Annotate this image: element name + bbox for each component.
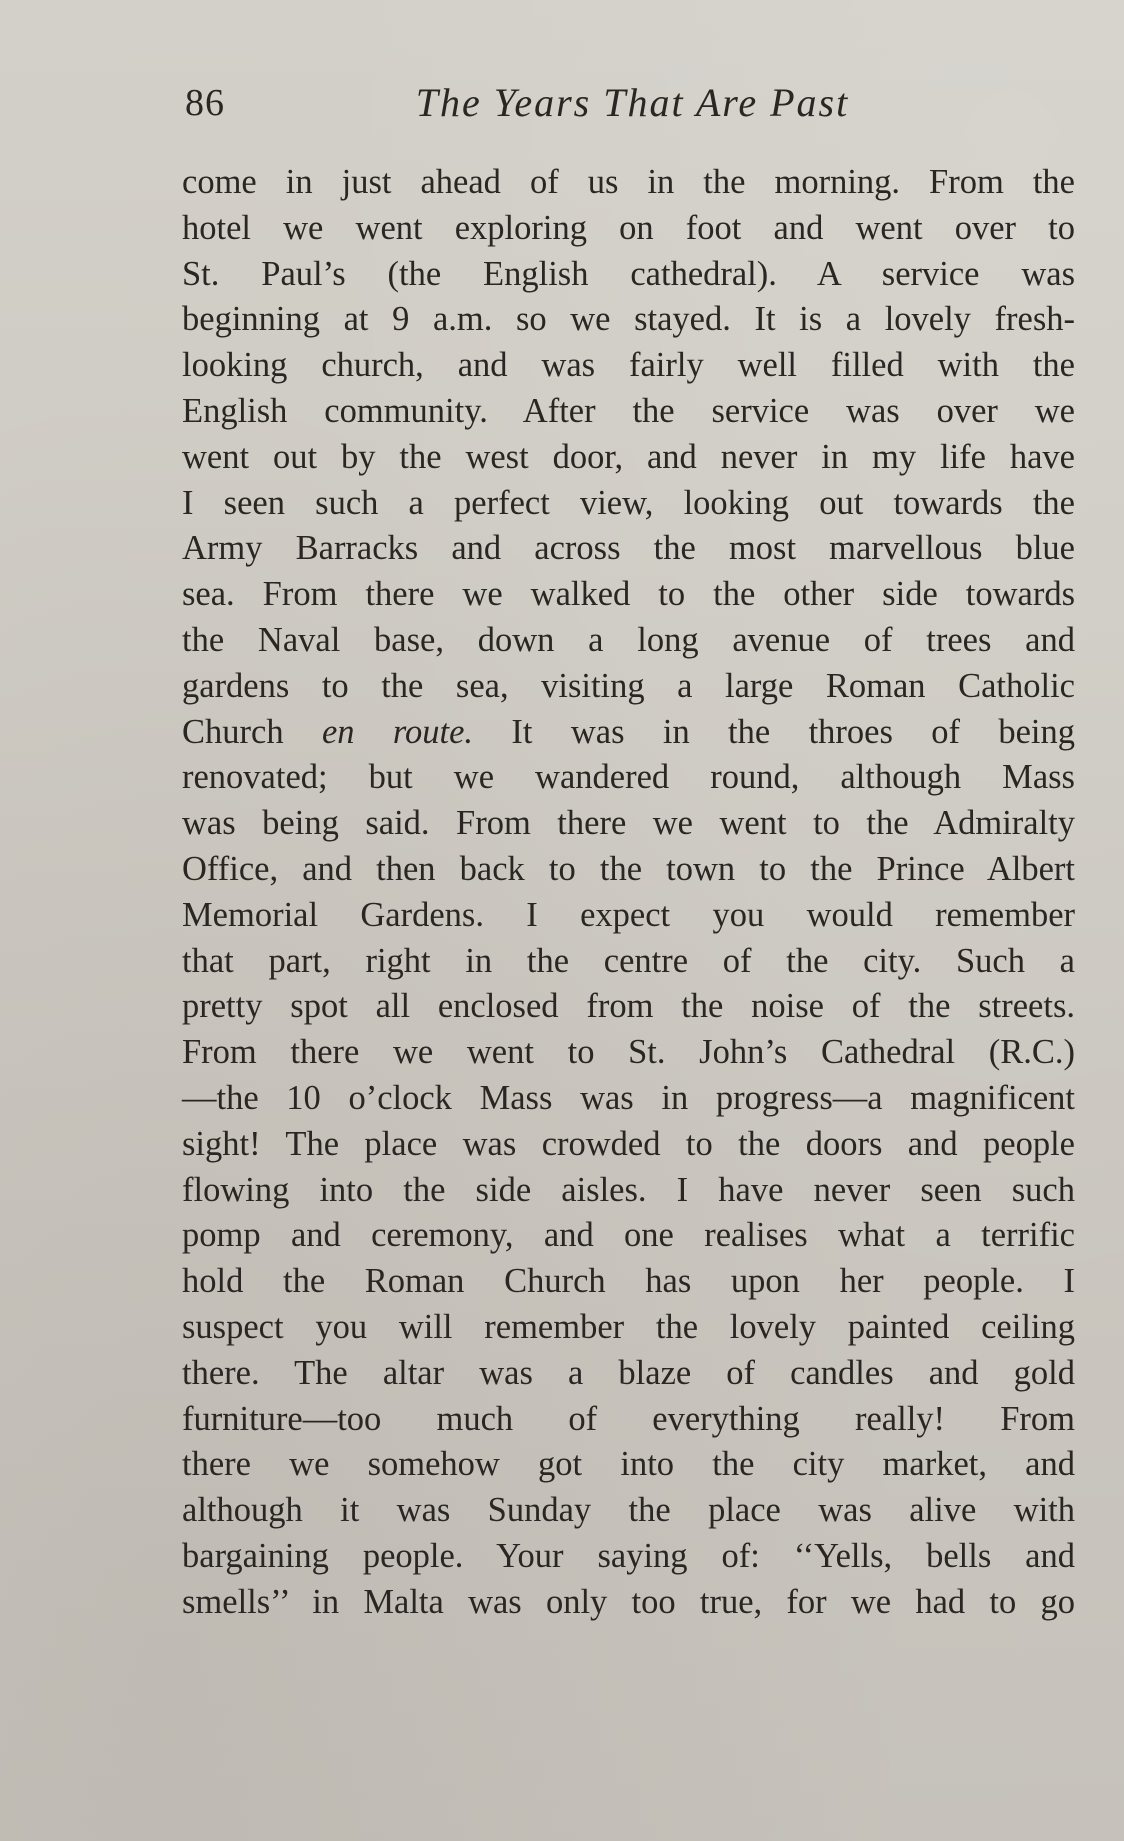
text-line: pomp and ceremony, and one realises what a terrific (182, 1216, 1075, 1255)
text-line: I seen such a perfect view, looking out towards the (182, 483, 1075, 522)
text-line: beginning at 9 a.m. so we stayed. It is a lovely fresh- (182, 300, 1075, 339)
text-line: furniture—too much of everything really! From (182, 1399, 1075, 1438)
text-line: there we somehow got into the city market, and (182, 1445, 1075, 1484)
page-number: 86 (185, 82, 225, 124)
text-line: Church en route. It was in the throes of being (182, 712, 1075, 751)
text-line: —the 10 o’clock Mass was in progress—a magnificent (182, 1078, 1075, 1117)
running-title: The Years That Are Past (415, 80, 850, 125)
text-line: bargaining people. Your saying of: ‘‘Yells, bells and (182, 1536, 1075, 1575)
text-line: suspect you will remember the lovely painted ceiling (182, 1307, 1075, 1346)
text-line: come in just ahead of us in the morning. From the (182, 163, 1075, 201)
italic-phrase: en route. (321, 712, 474, 751)
running-head (185, 78, 1080, 128)
text-line: flowing into the side aisles. I have never seen such (182, 1170, 1075, 1209)
text-line: English community. After the service was over we (182, 391, 1075, 430)
text-line: renovated; but we wandered round, although Mass (182, 758, 1075, 797)
text-line: Memorial Gardens. I expect you would remember (182, 895, 1075, 934)
text-line: there. The altar was a blaze of candles and gold (182, 1353, 1075, 1392)
text-line: although it was Sunday the place was alive with (182, 1491, 1075, 1530)
body-text (182, 160, 1075, 1626)
text-line: Office, and then back to the town to the Prince Albert (182, 849, 1075, 888)
text-line: smells’’ in Malta was only too true, for we had to go (182, 1582, 1075, 1621)
text-line: From there we went to St. John’s Cathedral (R.C.) (182, 1033, 1075, 1072)
text-line: sight! The place was crowded to the doors and people (182, 1124, 1075, 1163)
text-line: hotel we went exploring on foot and went over to (182, 208, 1075, 247)
text-line: sea. From there we walked to the other side towards (182, 575, 1075, 614)
text-line: went out by the west door, and never in my life have (182, 437, 1075, 476)
text-line: Army Barracks and across the most marvellous blue (182, 529, 1075, 568)
text-line: that part, right in the centre of the city. Such a (182, 941, 1075, 980)
text-line: the Naval base, down a long avenue of trees and (182, 620, 1075, 659)
text-line: pretty spot all enclosed from the noise of the streets. (182, 987, 1075, 1026)
text-line: was being said. From there we went to the Admiralty (182, 804, 1075, 843)
text-line: St. Paul’s (the English cathedral). A service was (182, 254, 1075, 293)
text-line: gardens to the sea, visiting a large Roman Catholic (182, 666, 1075, 705)
text-line: hold the Roman Church has upon her people. I (182, 1262, 1075, 1301)
text-line: looking church, and was fairly well filled with the (182, 346, 1075, 385)
